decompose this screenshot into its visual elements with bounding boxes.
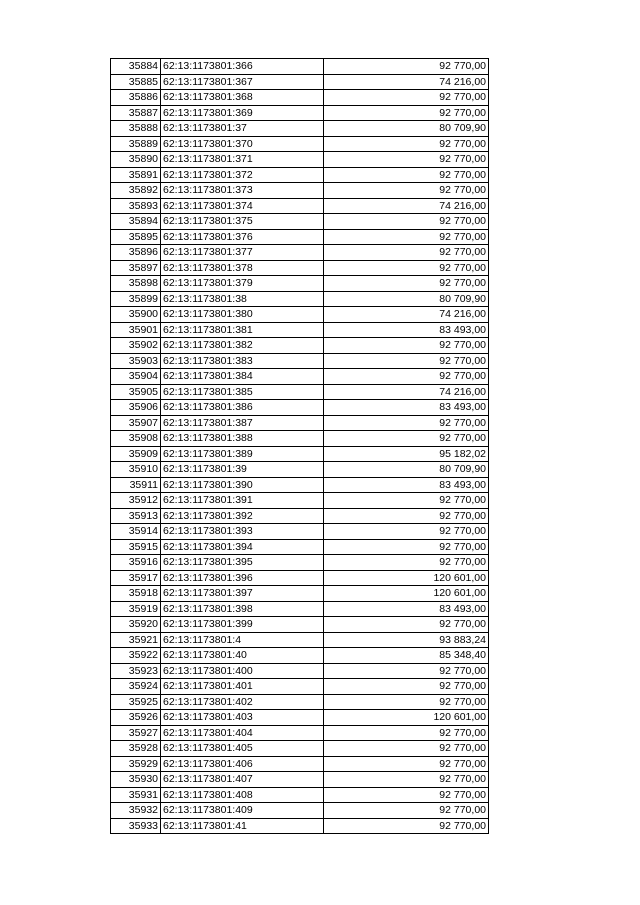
row-number-cell: 35933 <box>111 818 161 834</box>
row-number-cell: 35924 <box>111 679 161 695</box>
value-cell: 80 709,90 <box>324 462 489 478</box>
row-number-cell: 35926 <box>111 710 161 726</box>
value-cell: 92 770,00 <box>324 105 489 121</box>
row-number-cell: 35925 <box>111 694 161 710</box>
cadastral-number-cell: 62:13:1173801:402 <box>161 694 324 710</box>
row-number-cell: 35927 <box>111 725 161 741</box>
row-number-cell: 35893 <box>111 198 161 214</box>
value-cell: 74 216,00 <box>324 384 489 400</box>
table-row <box>111 59 489 75</box>
table-row <box>111 818 489 834</box>
row-number-cell: 35887 <box>111 105 161 121</box>
table-row <box>111 400 489 416</box>
value-cell: 92 770,00 <box>324 493 489 509</box>
row-number-cell: 35888 <box>111 121 161 137</box>
table-row <box>111 586 489 602</box>
table-row <box>111 539 489 555</box>
value-cell: 83 493,00 <box>324 477 489 493</box>
value-cell: 92 770,00 <box>324 167 489 183</box>
value-cell: 92 770,00 <box>324 245 489 261</box>
value-cell: 92 770,00 <box>324 260 489 276</box>
row-number-cell: 35892 <box>111 183 161 199</box>
value-cell: 92 770,00 <box>324 756 489 772</box>
value-cell: 92 770,00 <box>324 59 489 75</box>
cadastral-number-cell: 62:13:1173801:409 <box>161 803 324 819</box>
cadastral-number-cell: 62:13:1173801:383 <box>161 353 324 369</box>
row-number-cell: 35920 <box>111 617 161 633</box>
table-row <box>111 369 489 385</box>
row-number-cell: 35903 <box>111 353 161 369</box>
row-number-cell: 35918 <box>111 586 161 602</box>
cadastral-number-cell: 62:13:1173801:380 <box>161 307 324 323</box>
row-number-cell: 35886 <box>111 90 161 106</box>
row-number-cell: 35907 <box>111 415 161 431</box>
value-cell: 85 348,40 <box>324 648 489 664</box>
cadastral-number-cell: 62:13:1173801:389 <box>161 446 324 462</box>
cadastral-number-cell: 62:13:1173801:392 <box>161 508 324 524</box>
table-row <box>111 787 489 803</box>
cadastral-number-cell: 62:13:1173801:377 <box>161 245 324 261</box>
value-cell: 83 493,00 <box>324 322 489 338</box>
cadastral-number-cell: 62:13:1173801:373 <box>161 183 324 199</box>
value-cell: 74 216,00 <box>324 307 489 323</box>
table-row <box>111 617 489 633</box>
row-number-cell: 35896 <box>111 245 161 261</box>
row-number-cell: 35890 <box>111 152 161 168</box>
table-row <box>111 632 489 648</box>
table-row <box>111 136 489 152</box>
table-row <box>111 710 489 726</box>
table-row <box>111 384 489 400</box>
row-number-cell: 35929 <box>111 756 161 772</box>
cadastral-number-cell: 62:13:1173801:41 <box>161 818 324 834</box>
row-number-cell: 35914 <box>111 524 161 540</box>
cadastral-number-cell: 62:13:1173801:385 <box>161 384 324 400</box>
row-number-cell: 35928 <box>111 741 161 757</box>
cadastral-number-cell: 62:13:1173801:367 <box>161 74 324 90</box>
value-cell: 92 770,00 <box>324 276 489 292</box>
value-cell: 92 770,00 <box>324 524 489 540</box>
row-number-cell: 35898 <box>111 276 161 292</box>
row-number-cell: 35891 <box>111 167 161 183</box>
row-number-cell: 35911 <box>111 477 161 493</box>
row-number-cell: 35912 <box>111 493 161 509</box>
table-row <box>111 508 489 524</box>
value-cell: 92 770,00 <box>324 431 489 447</box>
cadastral-number-cell: 62:13:1173801:379 <box>161 276 324 292</box>
value-cell: 80 709,90 <box>324 121 489 137</box>
table-row <box>111 446 489 462</box>
value-cell: 92 770,00 <box>324 214 489 230</box>
cadastral-number-cell: 62:13:1173801:382 <box>161 338 324 354</box>
row-number-cell: 35921 <box>111 632 161 648</box>
cadastral-number-cell: 62:13:1173801:37 <box>161 121 324 137</box>
cadastral-number-cell: 62:13:1173801:38 <box>161 291 324 307</box>
cadastral-number-cell: 62:13:1173801:374 <box>161 198 324 214</box>
row-number-cell: 35916 <box>111 555 161 571</box>
table-row <box>111 152 489 168</box>
value-cell: 92 770,00 <box>324 338 489 354</box>
row-number-cell: 35932 <box>111 803 161 819</box>
table-row <box>111 183 489 199</box>
value-cell: 92 770,00 <box>324 663 489 679</box>
row-number-cell: 35922 <box>111 648 161 664</box>
value-cell: 92 770,00 <box>324 617 489 633</box>
row-number-cell: 35889 <box>111 136 161 152</box>
cadastral-number-cell: 62:13:1173801:396 <box>161 570 324 586</box>
value-cell: 92 770,00 <box>324 136 489 152</box>
value-cell: 92 770,00 <box>324 818 489 834</box>
row-number-cell: 35930 <box>111 772 161 788</box>
row-number-cell: 35885 <box>111 74 161 90</box>
cadastral-number-cell: 62:13:1173801:388 <box>161 431 324 447</box>
row-number-cell: 35910 <box>111 462 161 478</box>
row-number-cell: 35902 <box>111 338 161 354</box>
value-cell: 92 770,00 <box>324 415 489 431</box>
cadastral-number-cell: 62:13:1173801:384 <box>161 369 324 385</box>
table-row <box>111 229 489 245</box>
cadastral-number-cell: 62:13:1173801:408 <box>161 787 324 803</box>
table-row <box>111 260 489 276</box>
cadastral-number-cell: 62:13:1173801:394 <box>161 539 324 555</box>
value-cell: 80 709,90 <box>324 291 489 307</box>
data-table <box>110 58 489 834</box>
cadastral-number-cell: 62:13:1173801:386 <box>161 400 324 416</box>
table-row <box>111 524 489 540</box>
value-cell: 120 601,00 <box>324 570 489 586</box>
table-row <box>111 105 489 121</box>
value-cell: 120 601,00 <box>324 710 489 726</box>
table-body <box>111 59 489 834</box>
value-cell: 92 770,00 <box>324 787 489 803</box>
cadastral-number-cell: 62:13:1173801:403 <box>161 710 324 726</box>
table-row <box>111 493 489 509</box>
table-row <box>111 353 489 369</box>
cadastral-number-cell: 62:13:1173801:400 <box>161 663 324 679</box>
value-cell: 74 216,00 <box>324 198 489 214</box>
table-row <box>111 741 489 757</box>
table-row <box>111 276 489 292</box>
cadastral-number-cell: 62:13:1173801:399 <box>161 617 324 633</box>
table-row <box>111 663 489 679</box>
cadastral-number-cell: 62:13:1173801:369 <box>161 105 324 121</box>
value-cell: 92 770,00 <box>324 183 489 199</box>
table-row <box>111 601 489 617</box>
cadastral-number-cell: 62:13:1173801:39 <box>161 462 324 478</box>
cadastral-number-cell: 62:13:1173801:366 <box>161 59 324 75</box>
value-cell: 83 493,00 <box>324 400 489 416</box>
value-cell: 93 883,24 <box>324 632 489 648</box>
table-row <box>111 679 489 695</box>
cadastral-number-cell: 62:13:1173801:395 <box>161 555 324 571</box>
table-row <box>111 477 489 493</box>
row-number-cell: 35917 <box>111 570 161 586</box>
value-cell: 92 770,00 <box>324 679 489 695</box>
cadastral-number-cell: 62:13:1173801:387 <box>161 415 324 431</box>
row-number-cell: 35906 <box>111 400 161 416</box>
table-row <box>111 291 489 307</box>
row-number-cell: 35915 <box>111 539 161 555</box>
row-number-cell: 35895 <box>111 229 161 245</box>
value-cell: 92 770,00 <box>324 152 489 168</box>
row-number-cell: 35884 <box>111 59 161 75</box>
cadastral-number-cell: 62:13:1173801:401 <box>161 679 324 695</box>
cadastral-number-cell: 62:13:1173801:393 <box>161 524 324 540</box>
table-row <box>111 570 489 586</box>
cadastral-number-cell: 62:13:1173801:404 <box>161 725 324 741</box>
value-cell: 92 770,00 <box>324 90 489 106</box>
table-row <box>111 307 489 323</box>
cadastral-number-cell: 62:13:1173801:405 <box>161 741 324 757</box>
value-cell: 83 493,00 <box>324 601 489 617</box>
table-row <box>111 214 489 230</box>
row-number-cell: 35901 <box>111 322 161 338</box>
cadastral-number-cell: 62:13:1173801:378 <box>161 260 324 276</box>
value-cell: 92 770,00 <box>324 725 489 741</box>
row-number-cell: 35897 <box>111 260 161 276</box>
table-row <box>111 74 489 90</box>
cadastral-number-cell: 62:13:1173801:371 <box>161 152 324 168</box>
value-cell: 74 216,00 <box>324 74 489 90</box>
cadastral-number-cell: 62:13:1173801:372 <box>161 167 324 183</box>
row-number-cell: 35909 <box>111 446 161 462</box>
cadastral-number-cell: 62:13:1173801:381 <box>161 322 324 338</box>
value-cell: 92 770,00 <box>324 772 489 788</box>
value-cell: 92 770,00 <box>324 369 489 385</box>
cadastral-number-cell: 62:13:1173801:40 <box>161 648 324 664</box>
cadastral-number-cell: 62:13:1173801:398 <box>161 601 324 617</box>
cadastral-number-cell: 62:13:1173801:375 <box>161 214 324 230</box>
table-row <box>111 555 489 571</box>
value-cell: 120 601,00 <box>324 586 489 602</box>
table-row <box>111 431 489 447</box>
table-row <box>111 415 489 431</box>
table-row <box>111 725 489 741</box>
row-number-cell: 35894 <box>111 214 161 230</box>
cadastral-number-cell: 62:13:1173801:397 <box>161 586 324 602</box>
table-row <box>111 198 489 214</box>
cadastral-number-cell: 62:13:1173801:368 <box>161 90 324 106</box>
cadastral-number-cell: 62:13:1173801:370 <box>161 136 324 152</box>
table-row <box>111 90 489 106</box>
row-number-cell: 35899 <box>111 291 161 307</box>
row-number-cell: 35900 <box>111 307 161 323</box>
row-number-cell: 35904 <box>111 369 161 385</box>
value-cell: 92 770,00 <box>324 353 489 369</box>
row-number-cell: 35905 <box>111 384 161 400</box>
table-row <box>111 694 489 710</box>
table-row <box>111 167 489 183</box>
table-row <box>111 756 489 772</box>
table-row <box>111 803 489 819</box>
value-cell: 92 770,00 <box>324 229 489 245</box>
value-cell: 92 770,00 <box>324 741 489 757</box>
table-row <box>111 648 489 664</box>
row-number-cell: 35913 <box>111 508 161 524</box>
row-number-cell: 35931 <box>111 787 161 803</box>
cadastral-number-cell: 62:13:1173801:4 <box>161 632 324 648</box>
value-cell: 92 770,00 <box>324 803 489 819</box>
table-row <box>111 338 489 354</box>
value-cell: 92 770,00 <box>324 694 489 710</box>
table-row <box>111 462 489 478</box>
table-row <box>111 772 489 788</box>
row-number-cell: 35908 <box>111 431 161 447</box>
table-row <box>111 322 489 338</box>
cadastral-number-cell: 62:13:1173801:391 <box>161 493 324 509</box>
value-cell: 92 770,00 <box>324 539 489 555</box>
cadastral-number-cell: 62:13:1173801:406 <box>161 756 324 772</box>
row-number-cell: 35923 <box>111 663 161 679</box>
cadastral-number-cell: 62:13:1173801:376 <box>161 229 324 245</box>
value-cell: 95 182,02 <box>324 446 489 462</box>
table-row <box>111 121 489 137</box>
table-row <box>111 245 489 261</box>
value-cell: 92 770,00 <box>324 555 489 571</box>
cadastral-number-cell: 62:13:1173801:390 <box>161 477 324 493</box>
cadastral-number-cell: 62:13:1173801:407 <box>161 772 324 788</box>
row-number-cell: 35919 <box>111 601 161 617</box>
value-cell: 92 770,00 <box>324 508 489 524</box>
